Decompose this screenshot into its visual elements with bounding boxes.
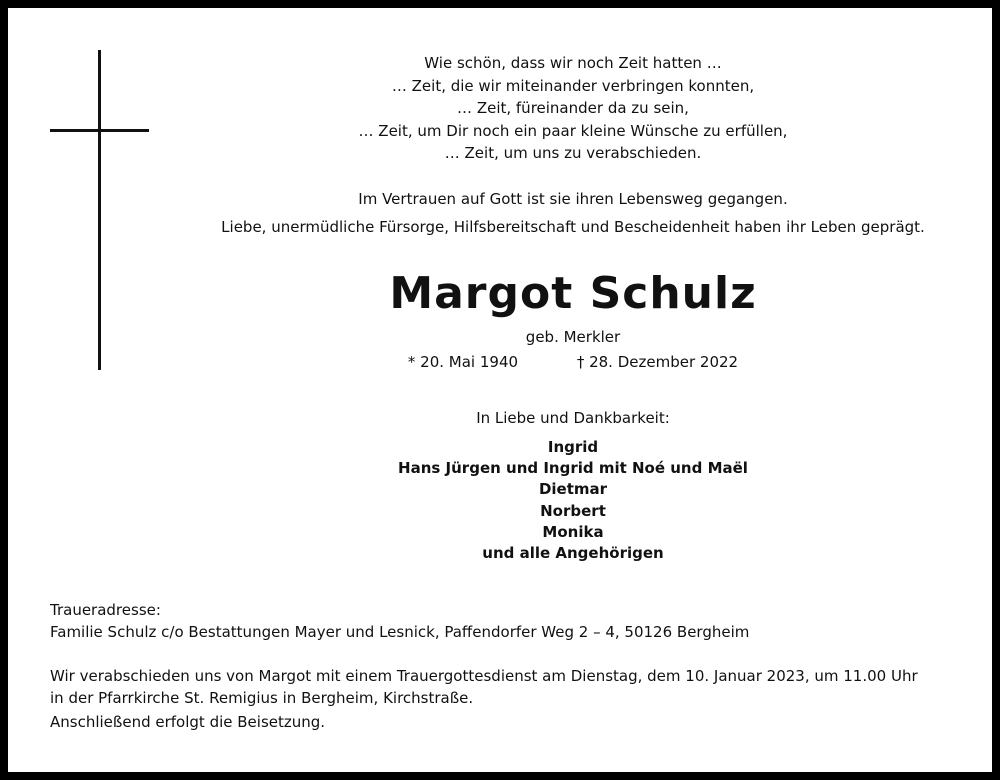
birth-name: geb. Merkler	[525, 328, 621, 346]
care-line: Liebe, unermüdliche Fürsorge, Hilfsbereitschaft und Bescheidenheit haben ihr Leben geprägt.	[221, 218, 925, 236]
service-info	[50, 665, 970, 709]
poem-line: … Zeit, um Dir noch ein paar kleine Wünsche zu erfüllen,	[358, 121, 788, 140]
mourner: Norbert	[540, 501, 606, 520]
poem-line: … Zeit, um uns zu verabschieden.	[444, 144, 702, 162]
poem	[158, 52, 988, 165]
mourner: Dietmar	[538, 480, 608, 499]
poem-line: … Zeit, die wir miteinander verbringen konnten,	[391, 76, 755, 95]
life-dates	[158, 351, 988, 373]
service-line: Wir verabschieden uns von Margot mit einem Trauergottesdienst am Dienstag, dem 10. Januar 2023, um 11.00 Uhr	[50, 667, 918, 685]
obituary-notice	[8, 8, 992, 772]
address-text: Familie Schulz c/o Bestattungen Mayer und Lesnick, Paffendorfer Weg 2 – 4, 50126 Bergheim	[50, 623, 750, 641]
mourner: Monika	[542, 522, 604, 541]
faith-line: Im Vertrauen auf Gott ist sie ihren Lebensweg gegangen.	[358, 190, 788, 208]
deceased-name: Margot Schulz	[389, 268, 757, 319]
burial-info: Anschließend erfolgt die Beisetzung.	[50, 713, 326, 731]
cross-icon-horizontal	[50, 129, 149, 132]
mourner: Hans Jürgen und Ingrid mit Noé und Maël	[398, 459, 748, 478]
cross-icon-vertical	[98, 50, 101, 370]
poem-line: … Zeit, füreinander da zu sein,	[457, 99, 689, 117]
birth-date: * 20. Mai 1940	[407, 353, 519, 371]
address-label: Traueradresse:	[50, 601, 161, 619]
death-date: † 28. Dezember 2022	[576, 353, 739, 371]
thanks-intro: In Liebe und Dankbarkeit:	[476, 409, 670, 427]
mourner: Ingrid	[547, 438, 599, 456]
mourner: und alle Angehörigen	[482, 544, 664, 563]
poem-line: Wie schön, dass wir noch Zeit hatten …	[424, 54, 722, 72]
service-line: in der Pfarrkirche St. Remigius in Bergheim, Kirchstraße.	[50, 689, 474, 707]
mourners-list	[158, 437, 988, 564]
